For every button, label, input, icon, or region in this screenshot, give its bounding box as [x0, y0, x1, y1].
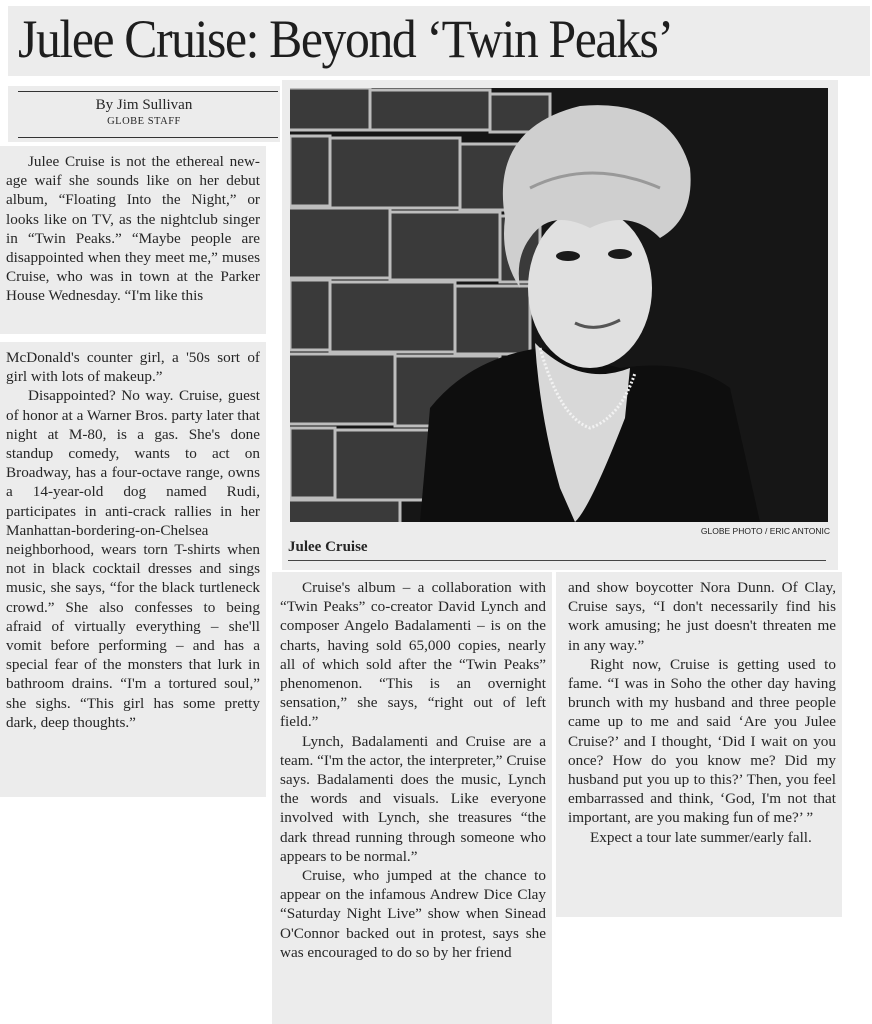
paragraph: Cruise's album – a collaboration with “Twin Peaks” co-creator David Lynch and composer Angelo Badalamenti – is on the charts, having sold 65,000 copies, nearly all of which sold after the “Twin Peaks” phenomenon. “This is an overnight sensation,” she says, “right out of left field.”	[280, 579, 546, 731]
byline-author: By Jim Sullivan	[95, 97, 193, 113]
photo-frame	[282, 80, 838, 570]
portrait-illustration	[290, 88, 828, 522]
article-column-2	[272, 572, 552, 1024]
photo-caption: Julee Cruise	[288, 539, 368, 555]
paragraph: Cruise, who jumped at the chance to appear on the infamous Andrew Dice Clay “Saturday Night Live” show when Sinead O'Connor backed out in protest, says she was encouraged to do so by her friend	[280, 867, 546, 961]
byline-affiliation: GLOBE STAFF	[107, 116, 181, 127]
portrait-photo	[290, 88, 828, 522]
photo-credit: GLOBE PHOTO / ERIC ANTONIC	[700, 526, 830, 536]
caption-rule	[288, 560, 826, 561]
paragraph-continuation: and show boycotter Nora Dunn. Of Clay, Cruise says, “I don't necessarily find his work amusing; he just doesn't threaten me in any way.”	[568, 579, 836, 654]
byline-top-rule	[18, 91, 278, 92]
headline: Julee Cruise: Beyond ‘Twin Peaks’	[18, 9, 673, 69]
headline-strip	[8, 6, 870, 76]
paragraph: Right now, Cruise is getting used to fame. “I was in Soho the other day having brunch with my husband and three people came up to me and said ‘Are you Julee Cruise?’ and I thought, ‘Did I wait on you once? How do you know me? Did my husband put you up to this?’ Then, you feel embarrassed and think, ‘God, I'm not that important, are you making fun of me?’ ”	[568, 655, 836, 827]
paragraph: Lynch, Badalamenti and Cruise are a team. “I'm the actor, the interpreter,” Cruise says. Badalamenti does the music, Lynch the words and visuals. Like everyone involved with Lynch, she treasures “the dark thread running through someone who appears to be normal.”	[280, 732, 546, 865]
paragraph: Expect a tour late summer/early fall.	[590, 828, 812, 846]
paragraph: Disappointed? No way. Cruise, guest of honor at a Warner Bros. party later that night at M-80, is a gas. She's done standup comedy, wants to act on Broadway, has a four-octave range, owns a 14-year-old dog named Rudi, participates in anti-crack rallies in her Manhattan-bordering-on-Chelsea neighborhood, wears torn T-shirts when not in black cocktail dresses and sings music, she says, “for the black turtleneck crowd.” She also confesses to being afraid of virtually everything – she'll vomit before performing – and has a special fear of the monsters that lurk in bathroom drains. “I'm a tortured soul,” she sighs. “This girl has some pretty dark, deep thoughts.”	[6, 387, 260, 731]
paragraph-continuation: McDonald's counter girl, a '50s sort of girl with lots of makeup.”	[6, 349, 260, 386]
paragraph: Julee Cruise is not the ethereal new-age waif she sounds like on her debut album, “Floating Into the Night,” or looks like on TV, as the nightclub singer in “Twin Peaks.” “Maybe people are disappointed when they meet me,” muses Cruise, who was in town at the Parker House Wednesday. “I'm like this	[6, 153, 260, 305]
byline-box	[8, 86, 280, 142]
article-column-1-bottom	[0, 342, 266, 797]
article-column-1-top	[0, 146, 266, 334]
article-column-3	[556, 572, 842, 917]
byline-bottom-rule	[18, 137, 278, 138]
